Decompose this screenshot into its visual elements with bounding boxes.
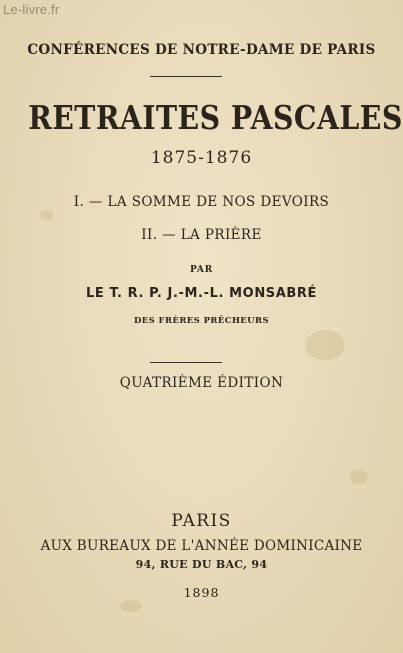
foxing-stain	[305, 330, 345, 360]
imprint-publisher: AUX BUREAUX DE L'ANNÉE DOMINICAINE	[40, 538, 363, 554]
book-title: RETRAITES PASCALES	[28, 98, 403, 137]
foxing-stain	[350, 470, 368, 484]
by-label: PAR	[190, 265, 213, 275]
divider-rule	[150, 362, 222, 363]
imprint-address: 94, RUE DU BAC, 94	[135, 558, 268, 571]
imprint-city: PARIS	[171, 511, 232, 531]
divider-rule	[150, 76, 222, 77]
watermark: Le-livre.fr	[3, 2, 60, 17]
edition-label: QUATRIÈME ÉDITION	[119, 375, 284, 391]
author-name: LE T. R. P. J.-M.-L. MONSABRÉ	[85, 286, 318, 301]
part-two: II. — LA PRIÈRE	[141, 227, 262, 243]
part-one: I. — LA SOMME DE NOS DEVOIRS	[73, 194, 330, 210]
foxing-stain	[120, 600, 142, 612]
foxing-stain	[40, 210, 54, 220]
book-years: 1875-1876	[150, 148, 253, 168]
religious-order: DES FRÈRES PRÊCHEURS	[134, 316, 269, 326]
series-title: CONFÉRENCES DE NOTRE-DAME DE PARIS	[27, 42, 376, 58]
imprint-year: 1898	[183, 585, 220, 600]
